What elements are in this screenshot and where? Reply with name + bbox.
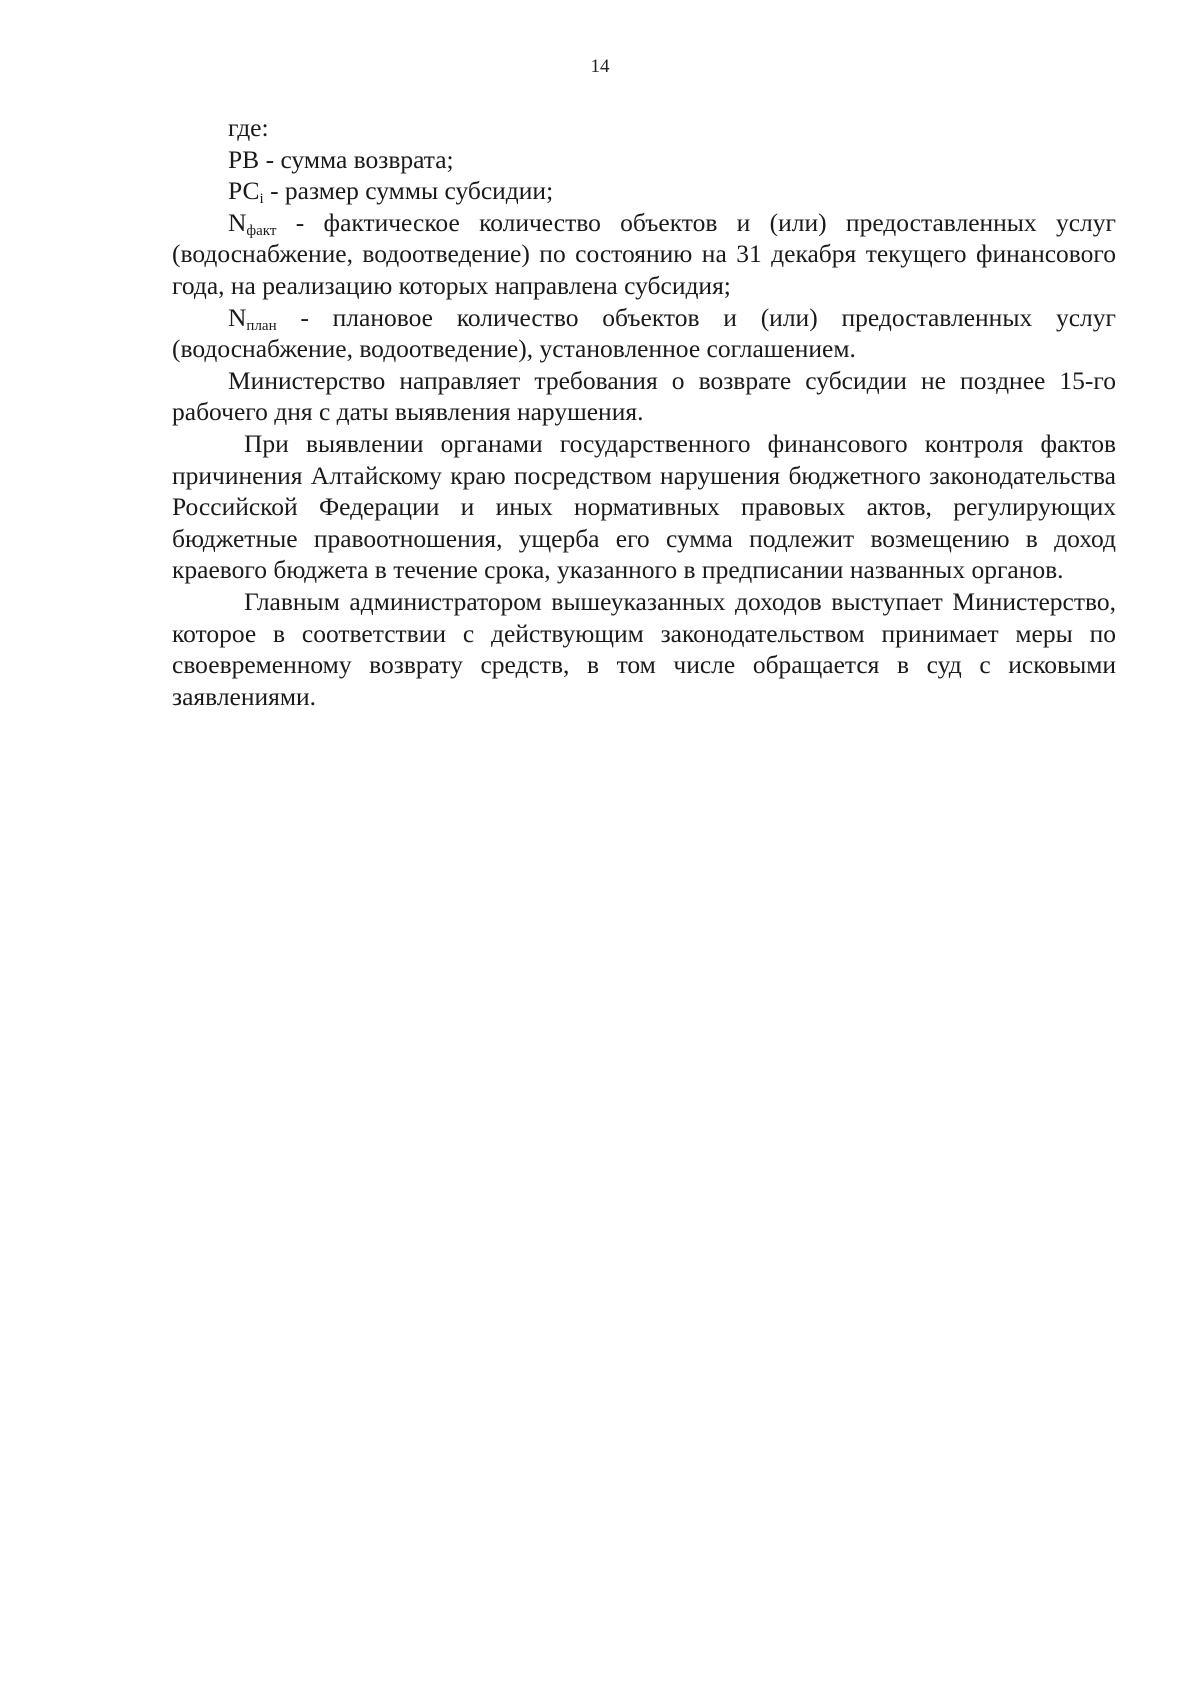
symbol-n-fact-subscript: факт xyxy=(246,222,277,239)
definition-rc xyxy=(172,175,1116,207)
definition-n-plan-text: - плановое количество объектов и (или) предоставленных услуг (водоснабжение, водоотведение), установленное соглашением. xyxy=(172,302,1116,364)
symbol-n-plan-subscript: план xyxy=(246,317,277,334)
page-number: 14 xyxy=(590,56,610,77)
document-body xyxy=(172,112,1116,712)
symbol-rc-subscript: i xyxy=(259,191,264,208)
definition-rv-text: - сумма возврата; xyxy=(259,144,454,174)
symbol-n-fact: N xyxy=(228,207,247,237)
definition-n-fact xyxy=(172,207,1116,302)
definition-rc-text: - размер суммы субсидии; xyxy=(263,176,554,206)
symbol-rv: РВ xyxy=(228,144,260,174)
paragraph-return-requirement: Министерство направляет требования о возврате субсидии не позднее 15-го рабочего дня с даты выявления нарушения. xyxy=(172,365,1116,427)
definition-n-plan xyxy=(172,302,1116,365)
definitions-intro: где: xyxy=(228,113,269,142)
definition-n-fact-text: - фактическое количество объектов и (или) предоставленных услуг (водоснабжение, водоотведение) по состоянию на 31 декабря текущего финансового года, на реализацию которых направлена субсидия; xyxy=(172,207,1116,300)
paragraph-chief-administrator: Главным администратором вышеуказанных доходов выступает Министерство, которое в соответствии с действующим законодательством принимает меры по своевременному возврату средств, в том числе обращается в суд с исковыми заявлениями. xyxy=(172,586,1116,711)
paragraph-financial-control: При выявлении органами государственного финансового контроля фактов причинения Алтайскому краю посредством нарушения бюджетного законодательства Российской Федерации и иных нормативных правовых актов, регулирующих бюджетные правоотношения, ущерба его сумма подлежит возмещению в доход краевого бюджета в течение срока, указанного в предписании названных органов. xyxy=(172,428,1116,585)
symbol-n-plan: N xyxy=(228,302,247,332)
symbol-rc: РС xyxy=(228,176,260,206)
definition-rv xyxy=(172,144,1116,176)
